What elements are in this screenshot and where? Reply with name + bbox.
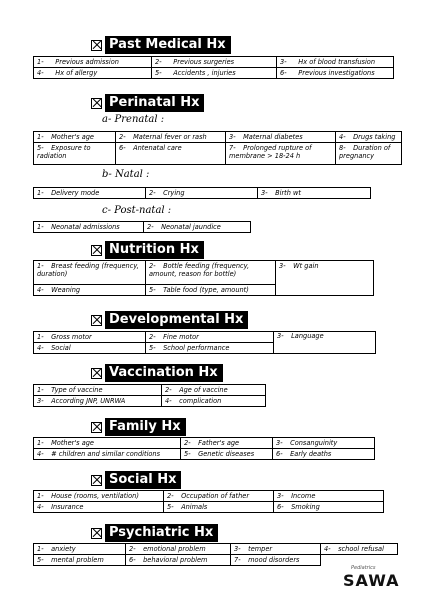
section-title: Nutrition Hx (105, 241, 204, 259)
checkbox-icon[interactable] (91, 315, 102, 326)
list-item: 2- Bottle feeding (frequency, amount, reason for bottle) (146, 261, 276, 285)
list-item: 4- Drugs taking (336, 132, 402, 143)
section-title: Psychiatric Hx (105, 524, 218, 542)
list-item: 2- Father's age (181, 438, 273, 449)
checkbox-icon[interactable] (91, 528, 102, 539)
subsection-label-postnatal: c- Post-natal : (102, 205, 172, 216)
list-item: 4- Hx of allergy (34, 68, 152, 79)
list-item: 3- Wt gain (276, 261, 374, 296)
list-item: 3- According JNP, UNRWA (34, 396, 162, 407)
list-item: 5- Table food (type, amount) (146, 285, 276, 296)
natal-table (33, 187, 371, 199)
list-item: 7- Prolonged rupture of membrane > 18-24 h (226, 143, 336, 165)
section-header-nutrition (91, 241, 204, 259)
list-item: 1- Previous admission (34, 57, 152, 68)
section-title: Perinatal Hx (105, 94, 204, 112)
vaccination-table (33, 384, 266, 407)
list-item: 1- Mother's age (34, 438, 181, 449)
checkbox-icon[interactable] (91, 40, 102, 51)
list-item: 4- # children and similar conditions (34, 449, 181, 460)
list-item: 5- School performance (146, 343, 274, 354)
section-header-perinatal (91, 94, 204, 112)
developmental-table (33, 331, 376, 354)
list-item: 2- Maternal fever or rash (116, 132, 226, 143)
list-item: 4- complication (162, 396, 266, 407)
logo-word: SAWA (343, 571, 400, 590)
list-item: 3- Income (274, 491, 384, 502)
list-item: 2- Occupation of father (164, 491, 274, 502)
list-item: 1- Neonatal admissions (34, 222, 144, 233)
list-item: 3- Language (274, 332, 376, 354)
checkbox-icon[interactable] (91, 245, 102, 256)
section-header-family (91, 418, 186, 436)
list-item: 4- Insurance (34, 502, 164, 513)
logo-tagline: Pediatrics (351, 565, 376, 571)
checkbox-icon[interactable] (91, 475, 102, 486)
list-item: 3- Consanguinity (273, 438, 375, 449)
list-item: 3- Birth wt (258, 188, 371, 199)
section-header-past-medical (91, 36, 231, 54)
list-item: 6- Previous investigations (277, 68, 394, 79)
section-header-psychiatric (91, 524, 218, 542)
list-item: 6- Antenatal care (116, 143, 226, 165)
subsection-label-natal: b- Natal : (102, 169, 150, 180)
list-item: 2- emotional problem (126, 544, 231, 555)
family-table (33, 437, 375, 460)
list-item: 5- mental problem (34, 555, 126, 566)
list-item: 5- Genetic diseases (181, 449, 273, 460)
social-table (33, 490, 384, 513)
section-title: Vaccination Hx (105, 364, 223, 382)
past-medical-table (33, 56, 394, 79)
list-item: 2- Neonatal jaundice (144, 222, 251, 233)
postnatal-table (33, 221, 251, 233)
list-item: 1- anxiety (34, 544, 126, 555)
subsection-label-prenatal: a- Prenatal : (102, 114, 165, 125)
checkbox-icon[interactable] (91, 422, 102, 433)
list-item: 4- school refusal (321, 544, 398, 555)
section-title: Developmental Hx (105, 311, 248, 329)
list-item: 4- Weaning (34, 285, 146, 296)
psychiatric-table (33, 543, 398, 566)
list-item: 1- Gross motor (34, 332, 146, 343)
list-item: 5- Accidents , injuries (152, 68, 277, 79)
list-item: 2- Age of vaccine (162, 385, 266, 396)
list-item: 1- Delivery mode (34, 188, 146, 199)
list-item: 1- Type of vaccine (34, 385, 162, 396)
list-item: 3- Hx of blood transfusion (277, 57, 394, 68)
empty-cell (321, 555, 398, 566)
list-item: 2- Crying (146, 188, 258, 199)
list-item: 1- Mother's age (34, 132, 116, 143)
list-item: 2- Previous surgeries (152, 57, 277, 68)
list-item: 8- Duration of pregnancy (336, 143, 402, 165)
list-item: 1- House (rooms, ventilation) (34, 491, 164, 502)
list-item: 6- Early deaths (273, 449, 375, 460)
prenatal-table (33, 131, 402, 165)
list-item: 7- mood disorders (231, 555, 321, 566)
section-header-vaccination (91, 364, 223, 382)
list-item: 3- temper (231, 544, 321, 555)
section-title: Family Hx (105, 418, 186, 436)
section-header-social (91, 471, 181, 489)
list-item: 5- Animals (164, 502, 274, 513)
nutrition-table (33, 260, 374, 296)
checkbox-icon[interactable] (91, 98, 102, 109)
checkbox-icon[interactable] (91, 368, 102, 379)
list-item: 5- Exposure to radiation (34, 143, 116, 165)
section-title: Social Hx (105, 471, 181, 489)
list-item: 6- Smoking (274, 502, 384, 513)
sawa-logo (343, 565, 403, 593)
list-item: 1- Breast feeding (frequency, duration) (34, 261, 146, 285)
list-item: 6- behavioral problem (126, 555, 231, 566)
list-item: 3- Maternal diabetes (226, 132, 336, 143)
list-item: 4- Social (34, 343, 146, 354)
section-title: Past Medical Hx (105, 36, 231, 54)
list-item: 2- Fine motor (146, 332, 274, 343)
section-header-developmental (91, 311, 248, 329)
